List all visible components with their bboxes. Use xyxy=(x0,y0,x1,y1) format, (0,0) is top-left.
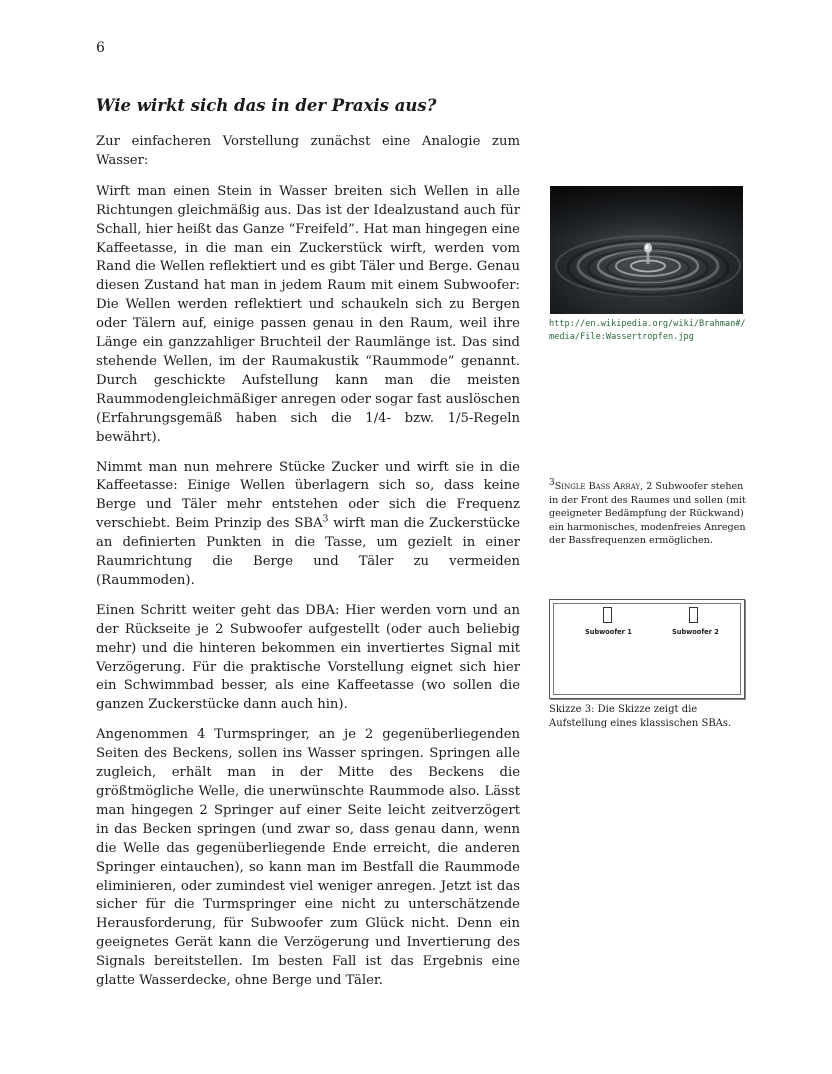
footnote-3 xyxy=(549,477,747,548)
paragraph-dba: Einen Schritt weiter geht das DBA: Hier werden vorn und an der Rückseite je 2 Subwoofer aufgestellt (oder auch beliebig mehr) und die hinteren bekommen ein invertiertes Signal mit Verzögerung. Für die praktische Vorstellung eignet sich hier ein Schwimmbad besser, als eine Kaffeetasse (wo sollen die ganzen Zuckerstücke dann auch hin). xyxy=(96,602,520,713)
paragraph-sba-end: wirft man die Zuckerstücke an definierten Punkten in die Tasse, um gezielt in einer Raumrichtung die Berge und Täler zu vermeiden (Raummoden). xyxy=(96,516,521,588)
main-text-column xyxy=(96,133,520,1002)
sba-sketch-diagram xyxy=(549,599,745,699)
paragraph-sba-start: Nimmt man nun mehrere Stücke Zucker und wirft sie in die Kaffeetasse: Einige Wellen überlagern sich so, dass keine Berge und Täler mehr entstehen oder sich die Frequenz verschiebt. Beim Prinzip des SBA xyxy=(96,459,520,532)
footnote-reference[interactable]: 3 xyxy=(322,514,329,525)
room-outline xyxy=(553,603,741,695)
subwoofer-1-icon xyxy=(603,607,612,623)
paragraph-sba xyxy=(96,459,520,591)
paragraph-freifeld: Wirft man einen Stein in Wasser breiten sich Wellen in alle Richtungen gleichmäßig aus. Das ist der Idealzustand auch für Schall, hier heißt das Ganze “Freifeld”. Hat man hingegen eine Kaffeetasse, in die man ein Zuckerstück wirft, werden vom Rand die Wellen reflektiert und es gibt Täler und Berge. Genau diesen Zustand hat man in jedem Raum mit einem Subwoofer: Die Wellen werden reflektiert und schaukeln sich zu Bergen oder Tälern auf, einige passen genau in den Raum, weil ihre Länge ein ganzzahliger Bruchteil der Raumlänge ist. Das sind stehende Wellen, im der Raumakustik “Raummode” genannt. Durch geschickte Aufstellung kann man die meisten Raummodengleichmäßiger anregen oder sogar fast auslöschen (Erfahrungsgemäß haben sich die 1/4- bzw. 1/5-Regeln bewährt). xyxy=(96,183,520,445)
intro-paragraph: Zur einfacheren Vorstellung zunächst eine Analogie zum Wasser: xyxy=(96,134,520,168)
photo-source-link[interactable]: http://en.wikipedia.org/wiki/Brahman#/media/File:Wassertropfen.jpg xyxy=(549,319,746,342)
footnote-term: Single Bass Array xyxy=(554,481,641,492)
footnote-number: 3 xyxy=(549,477,555,488)
subwoofer-2-label: Subwoofer 2 xyxy=(672,628,719,636)
footnote-text: , 2 Subwoofer stehen in der Front des Raumes und sollen (mit geeigneter Bedämpfung der Rückwand) ein harmonisches, modenfreies Anregen der Bassfrequenzen ermöglichen. xyxy=(549,481,746,546)
section-title: Wie wirkt sich das in der Praxis aus? xyxy=(96,96,437,115)
subwoofer-1-label: Subwoofer 1 xyxy=(585,628,632,636)
sketch-caption: Skizze 3: Die Skizze zeigt die Aufstellung eines klassischen SBAs. xyxy=(549,704,732,729)
paragraph-turmspringer: Angenommen 4 Turmspringer, an je 2 gegenüberliegenden Seiten des Beckens, sollen ins Wasser springen. Springen alle zugleich, erhält man in der Mitte des Beckens die größtmögliche Welle, die unerwünschte Raummode also. Lässt man hingegen 2 Springer auf einer Seite leicht zeitverzögert in das Becken springen (und zwar so, dass genau dann, wenn die Welle das gegenüberliegende Ende erreicht, die anderen Springer eintauchen), so kann man im Bestfall die Raummode eliminieren, oder zumindest viel weniger anregen. Jetzt ist das sicher für die Turmspringer eine nicht zu unterschätzende Herausforderung, für Subwoofer zum Glück nicht. Denn ein geeignetes Gerät kann die Verzögerung und Invertierung des Signals bereitstellen. Im besten Fall ist das Ergebnis eine glatte Wasserdecke, ohne Berge und Täler. xyxy=(96,727,520,989)
water-drop-photo xyxy=(550,186,743,314)
page-number: 6 xyxy=(96,40,105,56)
subwoofer-2-icon xyxy=(689,607,698,623)
